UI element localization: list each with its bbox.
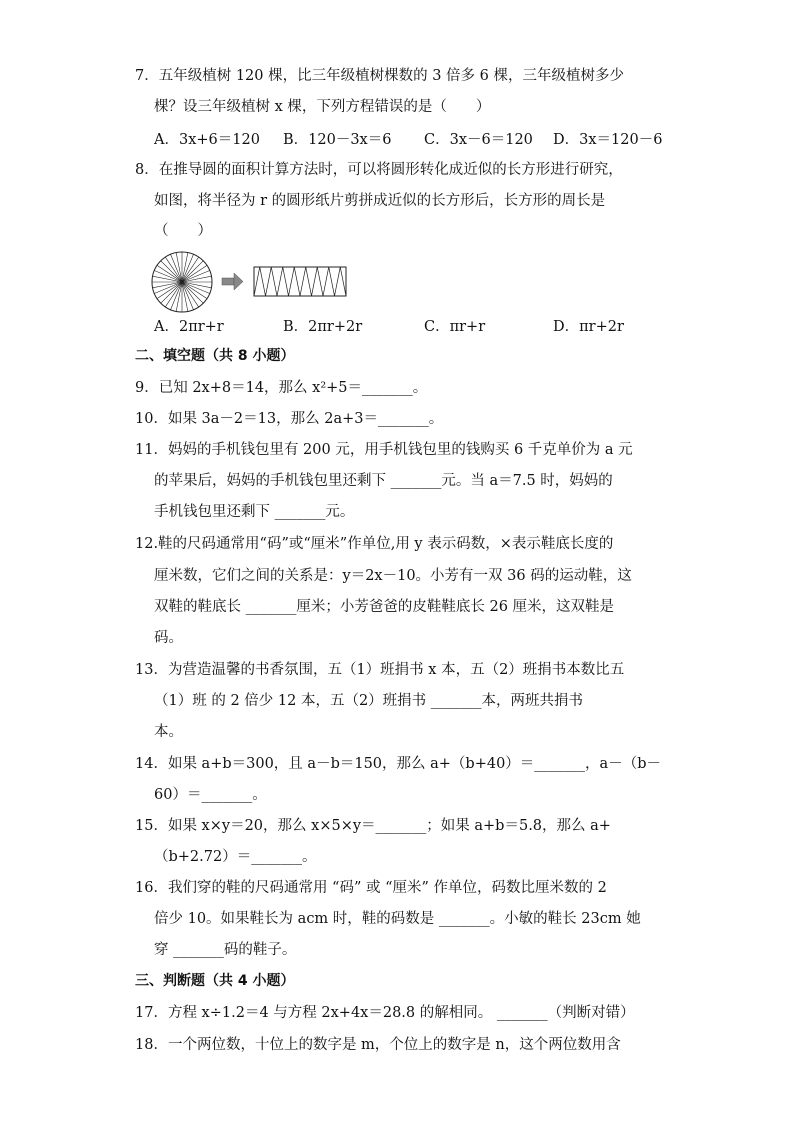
- q8-option-d: D．πr+2r: [553, 319, 624, 335]
- circle-to-rectangle-figure: [150, 250, 360, 314]
- q16-line1: 16．我们穿的鞋的尺码通常用 “码” 或 “厘米” 作单位，码数比厘米数的 2: [135, 880, 607, 896]
- q8-line2: 如图，将半径为 r 的圆形纸片剪拼成近似的长方形后，长方形的周长是: [154, 193, 606, 209]
- q14-line1: 14．如果 a+b＝300，且 a－b＝150，那么 a+（b+40）＝_______，a－（b－: [135, 756, 661, 772]
- q8-option-c: C．πr+r: [424, 319, 486, 335]
- q15-line2: （b+2.72）＝_______。: [154, 849, 317, 865]
- q7-option-c: C．3x－6＝120: [424, 132, 533, 148]
- q12-line1: 12.鞋的尺码通常用“码”或“厘米”作单位,用 y 表示码数，×表示鞋底长度的: [135, 536, 614, 552]
- q11-line3: 手机钱包里还剩下 _______元。: [154, 504, 355, 520]
- q8-option-a: A．2πr+r: [154, 319, 224, 335]
- q7-option-d: D．3x＝120－6: [553, 132, 663, 148]
- q10-text: 10．如果 3a－2＝13，那么 2a+3＝_______。: [135, 411, 444, 427]
- q12-line3: 双鞋的鞋底长 _______厘米；小芳爸爸的皮鞋鞋底长 26 厘米，这双鞋是: [154, 599, 615, 615]
- q9-text: 9．已知 2x+8＝14，那么 x²+5＝_______。: [135, 380, 428, 396]
- q13-line2: （1）班 的 2 倍少 12 本，五（2）班捐书 _______本，两班共捐书: [154, 693, 584, 709]
- q8-option-b: B．2πr+2r: [283, 319, 363, 335]
- circle-sectors-figure: [152, 252, 212, 312]
- q12-line2: 厘米数，它们之间的关系是：y＝2x－10。小芳有一双 36 码的运动鞋，这: [154, 568, 632, 584]
- q12-line4: 码。: [154, 630, 183, 646]
- q16-line3: 穿 _______码的鞋子。: [154, 942, 297, 958]
- q14-line2: 60）＝_______。: [154, 787, 267, 803]
- q7-line1: 7．五年级植树 120 棵，比三年级植树棵数的 3 倍多 6 棵，三年级植树多少: [135, 68, 625, 84]
- q7-option-b: B．120－3x＝6: [283, 132, 392, 148]
- q16-line2: 倍少 10。如果鞋长为 acm 时，鞋的码数是 _______。小敏的鞋长 23cm 她: [154, 911, 641, 927]
- q13-line3: 本。: [154, 724, 183, 740]
- section-true-false-heading: 三、判断题（共 4 小题）: [135, 973, 295, 989]
- q7-line2: 棵？设三年级植树 x 棵，下列方程错误的是（ ）: [154, 99, 491, 115]
- q17-text: 17．方程 x÷1.2＝4 与方程 2x+4x＝28.8 的解相同。 _______（判断对错）: [135, 1005, 635, 1021]
- section-fill-in-heading: 二、填空题（共 8 小题）: [135, 348, 295, 364]
- q8-line1: 8．在推导圆的面积计算方法时，可以将圆形转化成近似的长方形进行研究，: [135, 162, 623, 178]
- q18-line1: 18．一个两位数，十位上的数字是 m，个位上的数字是 n，这个两位数用含: [135, 1037, 621, 1053]
- arrow-icon: [222, 273, 243, 290]
- q8-line3: （ ）: [154, 223, 212, 239]
- q13-line1: 13．为营造温馨的书香氛围，五（1）班捐书 x 本，五（2）班捐书本数比五: [135, 662, 625, 678]
- q11-line1: 11．妈妈的手机钱包里有 200 元，用手机钱包里的钱购买 6 千克单价为 a 元: [135, 442, 633, 458]
- q15-line1: 15．如果 x×y＝20，那么 x×5×y＝_______；如果 a+b＝5.8，那么 a+: [135, 818, 611, 834]
- q7-option-a: A．3x+6＝120: [154, 132, 260, 148]
- zigzag-rectangle-figure: [254, 267, 346, 296]
- q11-line2: 的苹果后，妈妈的手机钱包里还剩下 _______元。当 a＝7.5 时，妈妈的: [154, 473, 613, 489]
